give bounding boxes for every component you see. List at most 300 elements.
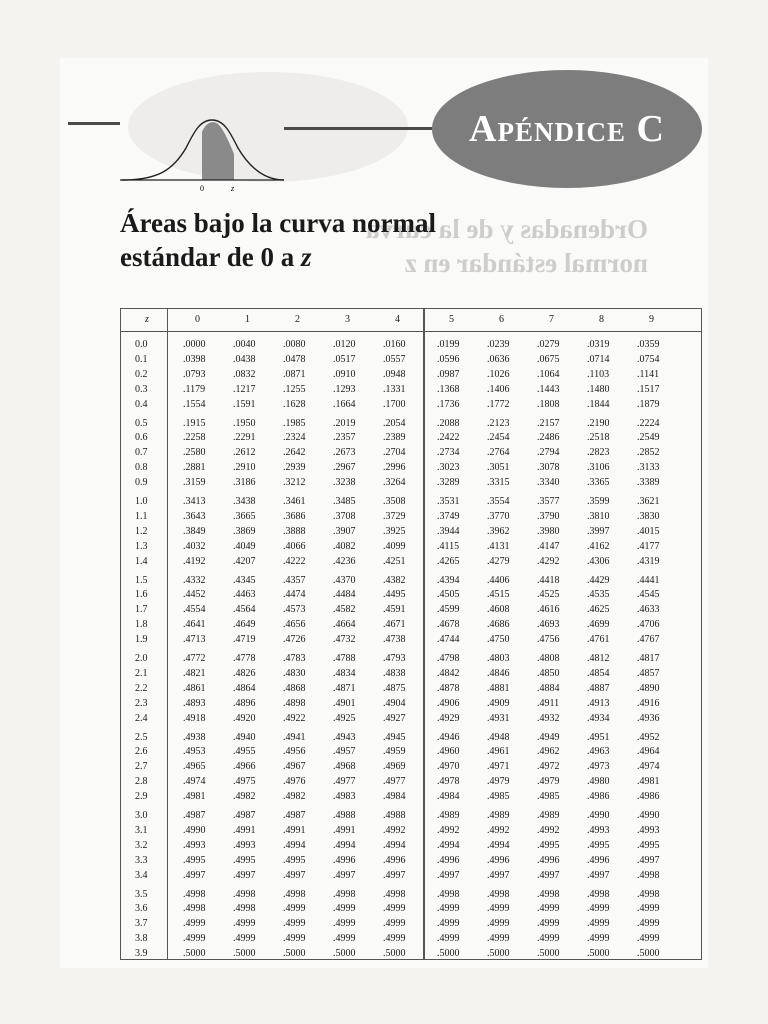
area-cell: .2157 <box>537 417 560 429</box>
area-cell: .4927 <box>383 712 406 724</box>
area-cell: .1331 <box>383 383 406 395</box>
z-value-cell: 2.0 <box>135 653 148 664</box>
area-cell: .4999 <box>487 903 510 915</box>
area-cell: .4131 <box>487 540 510 552</box>
area-cell: .4962 <box>537 746 560 758</box>
area-cell: .4767 <box>637 634 660 646</box>
area-cell: .4452 <box>183 589 206 601</box>
area-cell: .4986 <box>637 791 660 803</box>
area-cell: .4969 <box>383 761 406 773</box>
area-cell: .4991 <box>283 824 306 836</box>
area-cell: .4997 <box>437 869 460 881</box>
area-cell: .3810 <box>587 510 610 522</box>
area-cell: .4913 <box>587 697 610 709</box>
area-cell: .4525 <box>537 589 560 601</box>
area-cell: .4996 <box>437 854 460 866</box>
area-cell: .4998 <box>487 888 510 900</box>
area-cell: .4032 <box>183 540 206 552</box>
area-cell: .4625 <box>587 604 610 616</box>
area-cell: .5000 <box>383 948 406 960</box>
area-cell: .4515 <box>487 589 510 601</box>
area-cell: .4992 <box>383 824 406 836</box>
area-cell: .4998 <box>637 888 660 900</box>
area-cell: .2852 <box>637 447 660 459</box>
area-cell: .4964 <box>637 746 660 758</box>
area-cell: .3212 <box>283 477 306 489</box>
area-cell: .4938 <box>183 731 206 743</box>
area-cell: .4983 <box>333 791 356 803</box>
area-cell: .4793 <box>383 653 406 664</box>
area-cell: .4945 <box>383 731 406 743</box>
z-value-cell: 3.8 <box>135 933 148 945</box>
area-cell: .2518 <box>587 432 610 444</box>
area-cell: .3554 <box>487 496 510 507</box>
area-cell: .4959 <box>383 746 406 758</box>
z-value-cell: 1.5 <box>135 574 148 586</box>
area-cell: .4999 <box>233 918 256 930</box>
area-cell: .4306 <box>587 555 610 567</box>
header-col-0: 0 <box>195 314 200 325</box>
area-cell: .1026 <box>487 368 510 380</box>
area-cell: .4997 <box>537 869 560 881</box>
area-cell: .4015 <box>637 525 660 537</box>
area-cell: .4941 <box>283 731 306 743</box>
area-cell: .4995 <box>283 854 306 866</box>
area-cell: .4997 <box>487 869 510 881</box>
area-cell: .4995 <box>587 839 610 851</box>
area-cell: .4965 <box>183 761 206 773</box>
z-value-cell: 2.2 <box>135 682 148 694</box>
area-cell: .2612 <box>233 447 256 459</box>
area-cell: .1591 <box>233 398 256 410</box>
area-cell: .0359 <box>637 339 660 350</box>
area-cell: .4997 <box>233 869 256 881</box>
area-cell: .0517 <box>333 353 356 365</box>
area-cell: .4999 <box>637 903 660 915</box>
area-cell: .4693 <box>537 619 560 631</box>
area-cell: .4803 <box>487 653 510 664</box>
area-cell: .1664 <box>333 398 356 410</box>
area-cell: .4955 <box>233 746 256 758</box>
area-cell: .4920 <box>233 712 256 724</box>
area-cell: .4989 <box>537 810 560 821</box>
area-cell: .3389 <box>637 477 660 489</box>
area-cell: .4993 <box>637 824 660 836</box>
area-cell: .4049 <box>233 540 256 552</box>
area-cell: .2642 <box>283 447 306 459</box>
area-cell: .4940 <box>233 731 256 743</box>
area-cell: .4997 <box>587 869 610 881</box>
area-cell: .4357 <box>283 574 306 586</box>
area-cell: .4981 <box>637 776 660 788</box>
area-cell: .4984 <box>437 791 460 803</box>
area-cell: .4989 <box>437 810 460 821</box>
area-cell: .4066 <box>283 540 306 552</box>
area-cell: .4970 <box>437 761 460 773</box>
area-cell: .5000 <box>437 948 460 960</box>
area-cell: .4830 <box>283 667 306 679</box>
area-cell: .0557 <box>383 353 406 365</box>
header-col-5: 5 <box>449 314 454 325</box>
area-cell: .3133 <box>637 462 660 474</box>
area-cell: .4999 <box>587 918 610 930</box>
area-cell: .4997 <box>183 869 206 881</box>
area-cell: .2291 <box>233 432 256 444</box>
area-cell: .3461 <box>283 496 306 507</box>
z-value-cell: 1.7 <box>135 604 148 616</box>
area-cell: .4798 <box>437 653 460 664</box>
area-cell: .3186 <box>233 477 256 489</box>
area-cell: .1844 <box>587 398 610 410</box>
area-cell: .4772 <box>183 653 206 664</box>
area-cell: .4996 <box>333 854 356 866</box>
area-cell: .4898 <box>283 697 306 709</box>
area-cell: .4808 <box>537 653 560 664</box>
area-cell: .4761 <box>587 634 610 646</box>
area-cell: .4985 <box>537 791 560 803</box>
area-cell: .4236 <box>333 555 356 567</box>
area-cell: .4418 <box>537 574 560 586</box>
area-cell: .3770 <box>487 510 510 522</box>
area-cell: .4953 <box>183 746 206 758</box>
table-middle-divider <box>423 309 425 959</box>
area-cell: .1554 <box>183 398 206 410</box>
area-cell: .1406 <box>487 383 510 395</box>
bleed-through-text: Ordenadas y de la curva normal estándar en z <box>366 214 649 278</box>
area-cell: .4099 <box>383 540 406 552</box>
area-cell: .4982 <box>233 791 256 803</box>
z-value-cell: 2.3 <box>135 697 148 709</box>
area-cell: .3849 <box>183 525 206 537</box>
area-cell: .4998 <box>183 888 206 900</box>
area-cell: .0832 <box>233 368 256 380</box>
area-cell: .4706 <box>637 619 660 631</box>
area-cell: .4998 <box>537 888 560 900</box>
area-cell: .1700 <box>383 398 406 410</box>
area-cell: .4999 <box>637 918 660 930</box>
header-col-4: 4 <box>395 314 400 325</box>
area-cell: .3365 <box>587 477 610 489</box>
area-cell: .4961 <box>487 746 510 758</box>
area-cell: .1517 <box>637 383 660 395</box>
area-cell: .3830 <box>637 510 660 522</box>
area-cell: .1141 <box>637 368 660 380</box>
area-cell: .4998 <box>183 903 206 915</box>
area-cell: .4608 <box>487 604 510 616</box>
z-value-cell: 2.5 <box>135 731 148 743</box>
area-cell: .3577 <box>537 496 560 507</box>
area-cell: .4474 <box>283 589 306 601</box>
area-cell: .4999 <box>437 918 460 930</box>
area-cell: .1179 <box>183 383 206 395</box>
area-cell: .4778 <box>233 653 256 664</box>
area-cell: .3051 <box>487 462 510 474</box>
area-cell: .2673 <box>333 447 356 459</box>
area-cell: .0040 <box>233 339 256 350</box>
area-cell: .4864 <box>233 682 256 694</box>
area-cell: .4484 <box>333 589 356 601</box>
normal-curve-figure <box>118 110 288 192</box>
area-cell: .0199 <box>437 339 460 350</box>
area-cell: .4972 <box>537 761 560 773</box>
z-value-cell: 3.4 <box>135 869 148 881</box>
area-cell: .4582 <box>333 604 356 616</box>
area-cell: .4999 <box>537 918 560 930</box>
z-value-cell: 2.6 <box>135 746 148 758</box>
area-cell: .2823 <box>587 447 610 459</box>
area-cell: .4996 <box>383 854 406 866</box>
z-value-cell: 0.1 <box>135 353 148 365</box>
area-cell: .4998 <box>233 903 256 915</box>
area-cell: .4616 <box>537 604 560 616</box>
area-cell: .4678 <box>437 619 460 631</box>
area-cell: .4984 <box>383 791 406 803</box>
area-cell: .3485 <box>333 496 356 507</box>
area-cell: .0910 <box>333 368 356 380</box>
area-cell: .4370 <box>333 574 356 586</box>
area-cell: .4999 <box>437 933 460 945</box>
figure-label-z: z <box>231 184 235 192</box>
area-cell: .4999 <box>333 903 356 915</box>
z-value-cell: 0.4 <box>135 398 148 410</box>
area-cell: .4979 <box>487 776 510 788</box>
area-cell: .4996 <box>537 854 560 866</box>
area-cell: .4861 <box>183 682 206 694</box>
area-cell: .5000 <box>233 948 256 960</box>
area-cell: .4999 <box>587 933 610 945</box>
area-cell: .1443 <box>537 383 560 395</box>
area-cell: .4901 <box>333 697 356 709</box>
area-cell: .4878 <box>437 682 460 694</box>
header-col-7: 7 <box>549 314 554 325</box>
z-value-cell: 0.7 <box>135 447 148 459</box>
area-cell: .1772 <box>487 398 510 410</box>
area-cell: .4991 <box>333 824 356 836</box>
area-cell: .4345 <box>233 574 256 586</box>
header-col-2: 2 <box>295 314 300 325</box>
area-cell: .4699 <box>587 619 610 631</box>
area-cell: .3665 <box>233 510 256 522</box>
area-cell: .4943 <box>333 731 356 743</box>
area-cell: .1736 <box>437 398 460 410</box>
area-cell: .0871 <box>283 368 306 380</box>
z-value-cell: 0.5 <box>135 417 148 429</box>
area-cell: .2486 <box>537 432 560 444</box>
area-cell: .4890 <box>637 682 660 694</box>
area-cell: .1255 <box>283 383 306 395</box>
area-cell: .4993 <box>183 839 206 851</box>
area-cell: .4788 <box>333 653 356 664</box>
z-value-cell: 3.5 <box>135 888 148 900</box>
area-cell: .4978 <box>437 776 460 788</box>
area-cell: .4826 <box>233 667 256 679</box>
area-cell: .4995 <box>233 854 256 866</box>
area-cell: .2357 <box>333 432 356 444</box>
area-cell: .0754 <box>637 353 660 365</box>
area-cell: .4998 <box>233 888 256 900</box>
area-cell: .4957 <box>333 746 356 758</box>
area-cell: .0636 <box>487 353 510 365</box>
area-cell: .4993 <box>587 824 610 836</box>
area-cell: .0438 <box>233 353 256 365</box>
z-value-cell: 1.8 <box>135 619 148 631</box>
area-cell: .4990 <box>183 824 206 836</box>
area-cell: .4998 <box>437 888 460 900</box>
area-cell: .4319 <box>637 555 660 567</box>
area-cell: .4713 <box>183 634 206 646</box>
area-cell: .4999 <box>183 918 206 930</box>
area-cell: .4495 <box>383 589 406 601</box>
area-cell: .4904 <box>383 697 406 709</box>
area-cell: .1368 <box>437 383 460 395</box>
area-cell: .4956 <box>283 746 306 758</box>
area-cell: .4756 <box>537 634 560 646</box>
area-cell: .4881 <box>487 682 510 694</box>
area-cell: .4976 <box>283 776 306 788</box>
header-col-3: 3 <box>345 314 350 325</box>
area-cell: .2580 <box>183 447 206 459</box>
area-cell: .4986 <box>587 791 610 803</box>
area-cell: .3413 <box>183 496 206 507</box>
area-cell: .3264 <box>383 477 406 489</box>
area-cell: .3749 <box>437 510 460 522</box>
area-cell: .4999 <box>487 918 510 930</box>
area-cell: .4821 <box>183 667 206 679</box>
area-cell: .4925 <box>333 712 356 724</box>
area-cell: .4911 <box>537 697 560 709</box>
area-cell: .4987 <box>183 810 206 821</box>
area-cell: .3869 <box>233 525 256 537</box>
z-value-cell: 0.3 <box>135 383 148 395</box>
z-value-cell: 0.2 <box>135 368 148 380</box>
area-cell: .0948 <box>383 368 406 380</box>
area-cell: .2389 <box>383 432 406 444</box>
area-cell: .2967 <box>333 462 356 474</box>
area-cell: .5000 <box>537 948 560 960</box>
header-col-9: 9 <box>649 314 654 325</box>
area-cell: .4999 <box>183 933 206 945</box>
area-cell: .4946 <box>437 731 460 743</box>
area-cell: .4999 <box>437 903 460 915</box>
area-cell: .4192 <box>183 555 206 567</box>
area-cell: .1915 <box>183 417 206 429</box>
area-cell: .4988 <box>383 810 406 821</box>
area-cell: .0675 <box>537 353 560 365</box>
area-cell: .4463 <box>233 589 256 601</box>
area-cell: .0279 <box>537 339 560 350</box>
area-cell: .4998 <box>333 888 356 900</box>
area-cell: .0239 <box>487 339 510 350</box>
area-cell: .4963 <box>587 746 610 758</box>
area-cell: .0478 <box>283 353 306 365</box>
appendix-badge-text: Apéndice C <box>469 108 665 150</box>
area-cell: .4854 <box>587 667 610 679</box>
area-cell: .4999 <box>383 918 406 930</box>
title-line-2 <box>120 240 436 274</box>
area-cell: .3944 <box>437 525 460 537</box>
area-cell: .0160 <box>383 339 406 350</box>
area-cell: .4591 <box>383 604 406 616</box>
area-cell: .2881 <box>183 462 206 474</box>
area-cell: .4968 <box>333 761 356 773</box>
area-cell: .1985 <box>283 417 306 429</box>
area-cell: .4875 <box>383 682 406 694</box>
area-cell: .2190 <box>587 417 610 429</box>
area-cell: .0596 <box>437 353 460 365</box>
title-line-1: Áreas bajo la curva normal <box>120 208 436 238</box>
area-cell: .4951 <box>587 731 610 743</box>
area-cell: .4997 <box>383 869 406 881</box>
area-cell: .4871 <box>333 682 356 694</box>
area-cell: .4783 <box>283 653 306 664</box>
area-cell: .4686 <box>487 619 510 631</box>
area-cell: .4649 <box>233 619 256 631</box>
area-cell: .4207 <box>233 555 256 567</box>
area-cell: .4997 <box>283 869 306 881</box>
area-cell: .4949 <box>537 731 560 743</box>
area-cell: .4916 <box>637 697 660 709</box>
area-cell: .4177 <box>637 540 660 552</box>
area-cell: .4929 <box>437 712 460 724</box>
area-cell: .3962 <box>487 525 510 537</box>
z-value-cell: 3.3 <box>135 854 148 866</box>
figure-label-zero: 0 <box>200 184 204 192</box>
area-cell: .3340 <box>537 477 560 489</box>
z-value-cell: 3.9 <box>135 948 148 960</box>
area-cell: .4999 <box>383 933 406 945</box>
area-cell: .3980 <box>537 525 560 537</box>
area-cell: .4382 <box>383 574 406 586</box>
area-cell: .3289 <box>437 477 460 489</box>
area-cell: .4162 <box>587 540 610 552</box>
area-cell: .4998 <box>383 888 406 900</box>
area-cell: .3790 <box>537 510 560 522</box>
area-cell: .4981 <box>183 791 206 803</box>
area-cell: .4918 <box>183 712 206 724</box>
z-value-cell: 3.6 <box>135 903 148 915</box>
area-cell: .4990 <box>637 810 660 821</box>
area-cell: .4887 <box>587 682 610 694</box>
area-cell: .4994 <box>383 839 406 851</box>
area-cell: .0319 <box>587 339 610 350</box>
z-value-cell: 2.7 <box>135 761 148 773</box>
area-cell: .4977 <box>383 776 406 788</box>
z-value-cell: 3.7 <box>135 918 148 930</box>
area-cell: .3106 <box>587 462 610 474</box>
z-value-cell: 1.9 <box>135 634 148 646</box>
area-cell: .4996 <box>487 854 510 866</box>
area-cell: .4993 <box>233 839 256 851</box>
header-col-1: 1 <box>245 314 250 325</box>
area-cell: .4948 <box>487 731 510 743</box>
area-cell: .4999 <box>537 933 560 945</box>
area-cell: .3531 <box>437 496 460 507</box>
area-cell: .1879 <box>637 398 660 410</box>
area-cell: .1293 <box>333 383 356 395</box>
area-cell: .0398 <box>183 353 206 365</box>
area-cell: .4664 <box>333 619 356 631</box>
area-cell: .5000 <box>183 948 206 960</box>
area-cell: .3023 <box>437 462 460 474</box>
area-cell: .5000 <box>283 948 306 960</box>
area-cell: .3621 <box>637 496 660 507</box>
area-cell: .4994 <box>487 839 510 851</box>
area-cell: .4599 <box>437 604 460 616</box>
z-value-cell: 0.6 <box>135 432 148 444</box>
area-cell: .4850 <box>537 667 560 679</box>
z-value-cell: 3.2 <box>135 839 148 851</box>
header-col-8: 8 <box>599 314 604 325</box>
